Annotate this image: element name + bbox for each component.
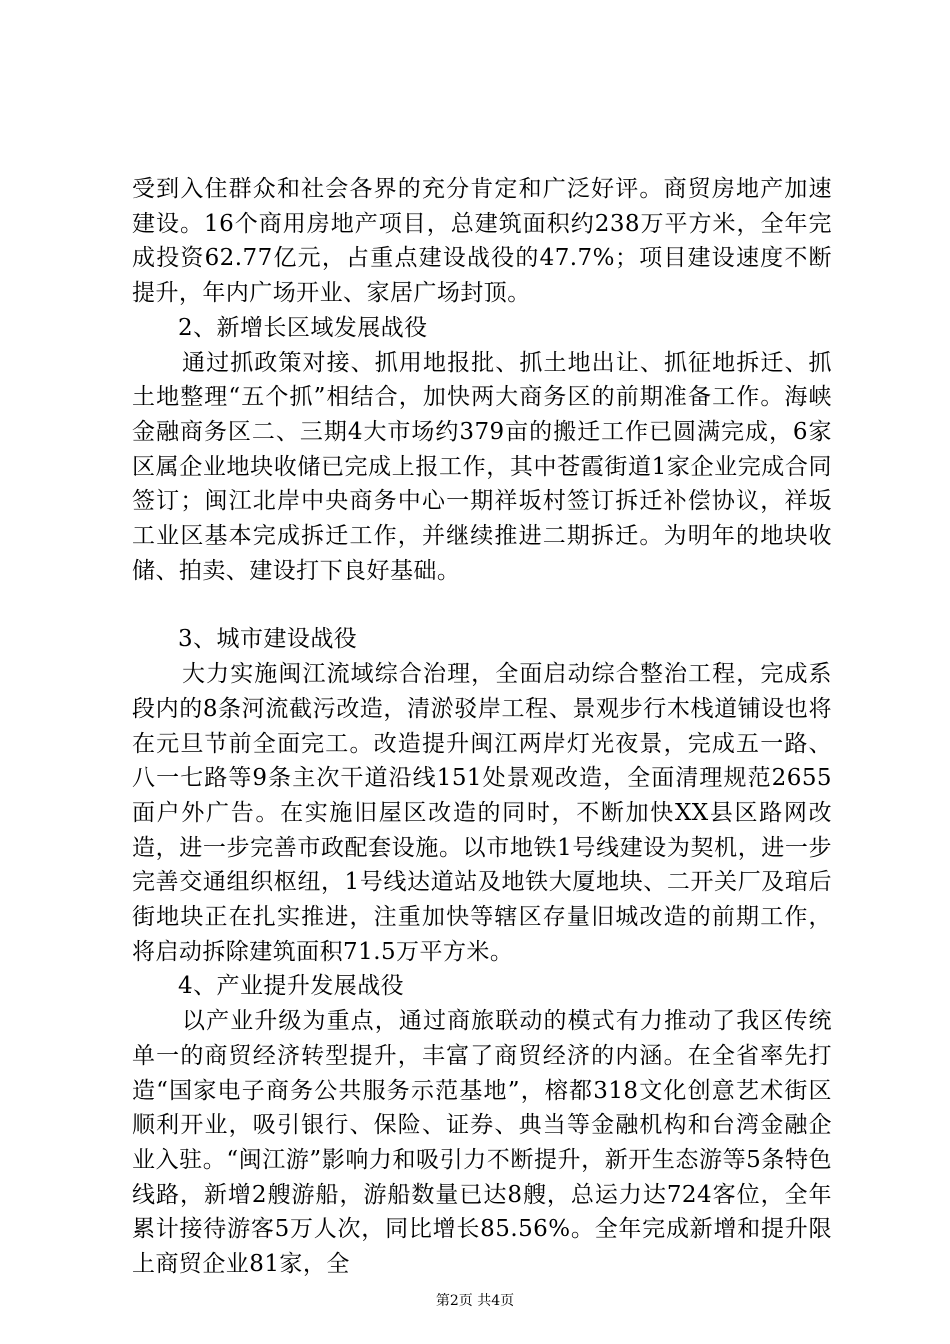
paragraph-gap (132, 588, 832, 622)
section-heading-3: 3、城市建设战役 (178, 626, 358, 653)
paragraph-section-3: 大力实施闽江流域综合治理，全面启动综合整治工程，完成系段内的8条河流截污改造，清淤驳岸工程、景观步行木栈道铺设也将在元旦节前全面完工。改造提升闽江两岸灯光夜景，完成五一路、八一七路等9条主次干道沿线151处景观改造，全面清理规范2655面户外广告。在实施旧屋区改造的同时，不断加快XX县区路网改造，进一步完善市政配套设施。以市地铁1号线建设为契机，进一步完善交通组织枢纽，1号线达道站及地铁大厦地块、二开关厂及琯后街地块正在扎实推进，注重加快等辖区存量旧城改造的前期工作，将启动拆除建筑面积71.5万平方米。 (132, 661, 832, 965)
paragraph-section-4: 以产业升级为重点，通过商旅联动的模式有力推动了我区传统单一的商贸经济转型提升，丰富了商贸经济的内涵。在全省率先打造“国家电子商务公共服务示范基地”，榕都318文化创意艺术街区顺利开业，吸引银行、保险、证券、典当等金融机构和台湾金融企业入驻。“闽江游”影响力和吸引力不断提升，新开生态游等5条特色线路，新增2艘游船，游船数量已达8艘，总运力达724客位，全年累计接待游客5万人次，同比增长85.56%。全年完成新增和提升限上商贸企业81家，全 (132, 1008, 832, 1278)
paragraph-body: 受到入住群众和社会各界的充分肯定和广泛好评。商贸房地产加速建设。16个商用房地产项目，总建筑面积约238万平方米，全年完成投资62.77亿元，占重点建设战役的47.7%；项目建设速度不断提升，年内广场开业、家居广场封顶。 (132, 176, 832, 307)
page-number-footer: 第2页 共4页 (435, 1293, 515, 1309)
paragraph-section-2: 通过抓政策对接、抓用地报批、抓土地出让、抓征地拆迁、抓土地整理“五个抓”相结合，加快两大商务区的前期准备工作。海峡金融商务区二、三期4大市场约379亩的搬迁工作已圆满完成，6家区属企业地块收储已完成上报工作，其中苍霞街道1家企业完成合同签订；闽江北岸中央商务中心一期祥坂村签订拆迁补偿协议，祥坂工业区基本完成拆迁工作，并继续推进二期拆迁。为明年的地块收储、拍卖、建设打下良好基础。 (132, 349, 832, 584)
section-heading-2: 2、新增长区域发展战役 (178, 314, 428, 341)
section-heading-4: 4、产业提升发展战役 (178, 973, 405, 1000)
document-body (132, 172, 832, 1282)
